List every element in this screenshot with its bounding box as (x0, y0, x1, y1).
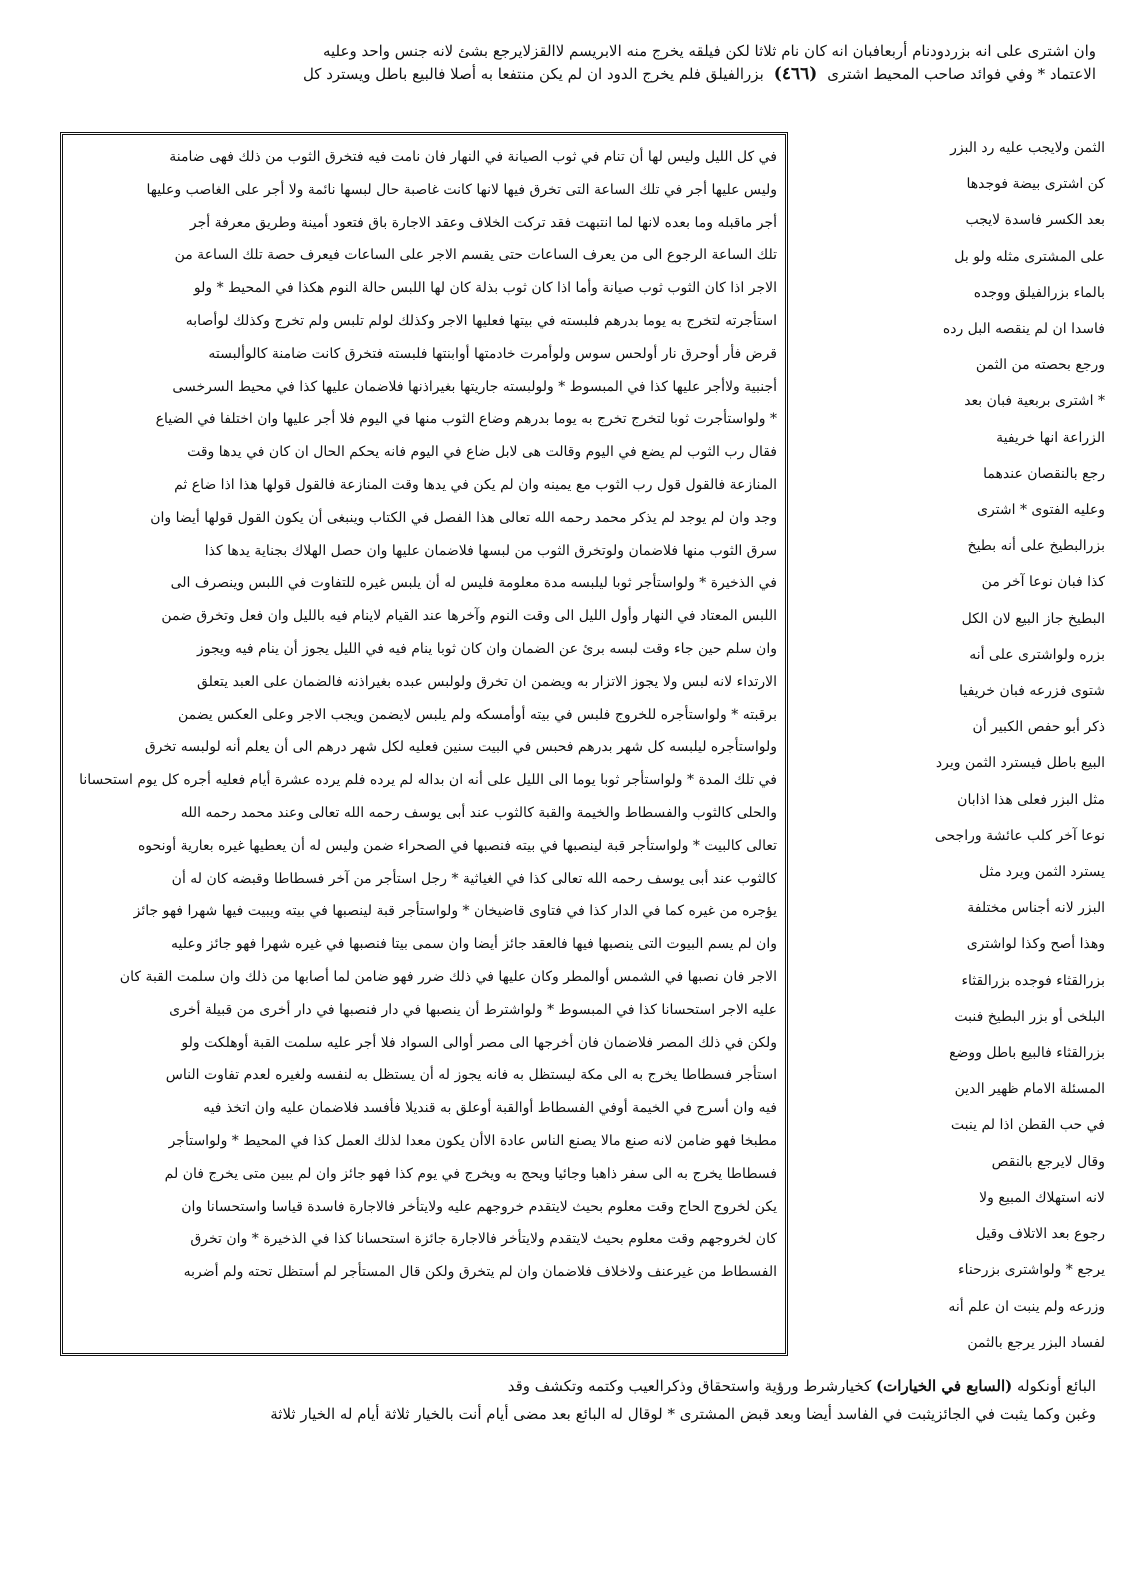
header-line-2-right: الاعتماد * وفي فوائد صاحب المحيط اشترى (827, 65, 1096, 83)
page-number: (٤٦٦) (773, 64, 818, 84)
main-text-line: في تلك المدة * ولواستأجر ثوبا يوما الى الليل على أنه ان بداله لم يرده فلم يرده عشرة أيام فعليه أجره كل يوم استحسانا (79, 772, 777, 789)
margin-line: المسئلة الامام ظهير الدين (954, 1081, 1105, 1098)
page-footer-text (36, 1372, 1096, 1428)
main-text-body (71, 141, 777, 1289)
margin-column (900, 130, 1105, 1365)
header-line-1: وان اشترى على انه بزردودنام أربعافبان انه كان نام ثلاثا لكن فيلقه يخرج منه الابريسم لاالقزلايرجع بشئ لانه جنس واحد وعليه (322, 42, 1096, 60)
main-text-line: الفسطاط من غيرعنف ولاخلاف فلاضمان وان لم يتخرق ولكن قال المستأجر لم أستظل تحته ولم أضربه (183, 1264, 777, 1281)
margin-line: بزرالقثاء فالبيع باطل ووضع (949, 1045, 1105, 1062)
main-text-line: وان سلم حين جاء وقت لبسه برئ عن الضمان وان كان ثوبا ينام فيه في الليل يجوز أن ينام فيه ويجوز (196, 640, 777, 657)
main-text-line: كان لخروجهم وقت معلوم بحيث لايتقدم ولايتأخر فالاجارة جائزة استحسانا كذا في الذخيرة * وان تخرق (190, 1231, 777, 1248)
margin-line: وعليه الفتوى * اشترى (976, 502, 1105, 519)
header-line-2 (36, 63, 1096, 86)
margin-line: ذكر أبو حفص الكبير أن (972, 719, 1105, 736)
margin-line: يسترد الثمن ويرد مثل (979, 864, 1105, 881)
main-text-line: تعالى كالبيت * ولواستأجر قبة لينصبها في بيته فنصبها في الصحراء ضمن وليس له أن يعطيها غيره بعارية أونحوه (137, 837, 777, 854)
margin-line: بعد الكسر فاسدة لايجب (965, 212, 1105, 229)
main-text-line: عليه الاجر استحسانا كذا في المبسوط * ولواشترط أن ينصبها في دار فنصبها في دار أخرى من قبيلة أخرى (169, 1001, 777, 1018)
main-text-line: يكن لخروج الحاج وقت معلوم بحيث لايتقدم خروجهم عليه ولايتأخر فالاجارة فاسدة قياسا واستحسانا وان (181, 1198, 777, 1215)
margin-line: لفساد البزر يرجع بالثمن (967, 1334, 1105, 1351)
margin-line: لانه استهلاك المبيع ولا (979, 1189, 1105, 1206)
main-text-line: وليس عليها أجر في تلك الساعة التى تخرق فيها لانها كانت غاصبة حال لبسها نائمة ولا أجر على الغاصب وعليها (146, 181, 777, 198)
margin-line: وهذا أصح وكذا لواشترى (966, 936, 1105, 953)
main-text-line: برقبته * ولواستأجره للخروج فلبس في بيته أوأمسكه ولم يلبس لايضمن ويجب الاجر وعلى العكس يضمن (177, 706, 777, 723)
main-text-line: ولواستأجره ليلبسه كل شهر بدرهم فحبس في البيت سنين فعليه لكل شهر درهم الى أن يعلم أنه لولبسه تخرق (144, 739, 777, 756)
main-text-frame (60, 132, 788, 1356)
main-text-line: استأجر فسطاطا يخرج به الى مكة ليستظل به فانه يجوز له أن يستظل به لنفسه ولغيره لعدم تفاوت الناس (165, 1067, 777, 1084)
margin-line: كن اشترى بيضة فوجدها (966, 176, 1105, 193)
main-text-line: ولكن في ذلك المصر فلاضمان فان أخرجها الى مصر أوالى السواد فلا أجر عليه سلمت القبة أوهلكت ولو (181, 1034, 777, 1051)
margin-line: في حب القطن اذا لم ينبت (950, 1117, 1105, 1134)
main-text-line: مطبخا فهو ضامن لانه صنع مالا يصنع الناس عادة الاأن يكون معدا لذلك العمل كذا في المحيط * ولواستأجر (168, 1132, 777, 1149)
main-text-line: أجر ماقبله وما بعده لانها لما انتبهت فقد تركت الخلاف وعقد الاجارة باق فتعود أمينة وطريق معرفة أجر (189, 214, 777, 231)
margin-line: بزرالقثاء فوجده بزرالقثاء (961, 972, 1105, 989)
margin-line: شتوى فزرعه فبان خريفيا (959, 683, 1105, 700)
margin-line: الثمن ولايجب عليه رد البزر (950, 140, 1105, 156)
margin-line: بزرالبطيخ على أنه بطيخ (967, 538, 1105, 555)
main-text-line: استأجرته لتخرج به يوما بدرهم فلبسته في بيتها فعليها الاجر وكذلك لولم تلبس ولم تخرج وكذلك لوأصابه (185, 312, 777, 329)
main-text-line: قرض فأر أوحرق نار أولحس سوس ولوأمرت خادمتها أوابنتها فلبسته فتخرق كانت ضامنة كالوألبسته (208, 345, 777, 362)
margin-line: البيع باطل فيسترد الثمن ويرد (935, 755, 1105, 772)
footer-line-1-right: البائع أونكوله (1017, 1377, 1096, 1395)
margin-line: وقال لايرجع بالنقص (991, 1153, 1105, 1170)
margin-line: رجع بالنقصان عندهما (983, 465, 1105, 482)
margin-line (900, 1361, 1105, 1365)
margin-line: البطيخ جاز البيع لان الكل (961, 610, 1105, 627)
main-text-line: والحلى كالثوب والفسطاط والخيمة والقبة كالثوب عند أبى يوسف رحمه الله تعالى وعند محمد رحمه الله (180, 804, 777, 821)
margin-line: ورجع بحصته من الثمن (975, 357, 1105, 374)
main-text-line: اللبس المعتاد في النهار وأول الليل الى وقت النوم وآخرها عند القيام لاينام فيه بالليل وان فعل وتخرق ضمن (161, 608, 777, 625)
margin-line: نوعا آخر كلب عائشة وراجحى (934, 827, 1105, 844)
section-title: (السابع في الخيارات) (876, 1377, 1013, 1395)
main-text-line: الاجر فان نصبها في الشمس أوالمطر وكان عليها في ذلك ضرر فهو ضامن لما أصابها من ذلك وان سلمت القبة كان (119, 968, 777, 985)
margin-line: رجوع بعد الاتلاف وقيل (975, 1226, 1105, 1243)
main-text-line: كالثوب عند أبى يوسف رحمه الله تعالى كذا في الغياثية * رجل استأجر من آخر فسطاطا وقبضه كان له أن (171, 870, 777, 887)
margin-line: الزراعة انها خريفية (996, 429, 1105, 446)
main-text-line: سرق الثوب منها فلاضمان ولوتخرق الثوب من لبسها فلاضمان عليها وان حصل الهلاك بجناية يدها كذا (204, 542, 777, 559)
main-text-line: الاجر اذا كان الثوب ثوب صيانة وأما اذا كان ثوب بذلة كان لها اللبس حالة النوم هكذا في المحيط * ولو (193, 280, 777, 297)
main-text-line: في الذخيرة * ولواستأجر ثوبا ليلبسه مدة معلومة فليس له أن يلبس غيره للتفاوت في اللبس وينصرف الى (170, 575, 777, 592)
footer-line-2: وغبن وكما يثبت في الجائزيثبت في الفاسد أيضا وبعد قبض المشترى * لوقال له البائع بعد مضى أيام أنت بالخيار ثلاثة أيام له الخيار ثلاثة (270, 1405, 1096, 1423)
main-text-line: * ولواستأجرت ثوبا لتخرج تخرج به يوما بدرهم وضاع الثوب منها في اليوم فلا أجر عليها وان اختلفا في الضياع (155, 411, 777, 428)
footer-line-1-rest: كخيارشرط ورؤية واستحقاق وذكرالعيب وكتمه وتكشف وقد (507, 1377, 872, 1395)
margin-line: يرجع * ولواشترى بزرحناء (958, 1262, 1105, 1279)
main-text-line: فقال رب الثوب لم يضع في اليوم وقالت هى لابل ضاع في اليوم فانه يحكم الحال ان كان في يدها وقت (187, 444, 777, 461)
main-text-line: تلك الساعة الرجوع الى من يعرف الساعات حتى يقسم الاجر على الساعات فيعرف حصة تلك الساعة من (174, 247, 777, 264)
footer-line-1 (36, 1372, 1096, 1400)
margin-line: فاسدا ان لم ينقصه البل رده (942, 321, 1105, 338)
margin-line: بالماء بزرالفيلق ووجده (973, 284, 1105, 301)
page-header-text (36, 40, 1096, 86)
main-text-line: فسطاطا يخرج به الى سفر ذاهبا وجائيا ويحج به ويخرج في يوم كذا فهو جائز وان لم يبين متى يخرج فان لم (164, 1165, 777, 1182)
margin-line: * اشترى بربعية فبان بعد (964, 393, 1105, 410)
main-text-line: يؤجره من غيره كما في الدار كذا في فتاوى قاضيخان * ولواستأجر قبة لينصبها في بيته ويبيت فيها شهرا فهو جائز (133, 903, 777, 920)
main-text-line: وجد وان لم يوجد لم يذكر محمد رحمه الله تعالى هذا الفصل في الكتاب وينبغى أن يكون القول قولها أيضا وان (150, 509, 777, 526)
main-text-line: الارتداء لانه لبس ولا يجوز الاتزار به ويضمن ان تخرق ولولبس عبده بغيراذنه فالضمان على العبد يتعلق (196, 673, 777, 690)
main-text-line: أجنبية ولاأجر عليها كذا في المبسوط * ولولبسته جاريتها بغيراذنها فلاضمان عليها كذا في محيط السرخسى (172, 378, 777, 395)
margin-line: على المشترى مثله ولو بل (954, 248, 1105, 265)
margin-line: بزره ولواشترى على أنه (969, 646, 1105, 663)
margin-line: مثل البزر فعلى هذا اذابان (957, 791, 1105, 808)
margin-line: البلخى أو بزر البطيخ فنبت (954, 1008, 1105, 1025)
main-text-line: في كل الليل وليس لها أن تنام في ثوب الصيانة في النهار فان نامت فيه فتخرق الثوب من ذلك فهى ضامنة (169, 149, 777, 165)
margin-line: كذا فبان نوعا آخر من (981, 574, 1105, 591)
main-text-line: فيه وان أسرج في الخيمة أوفي الفسطاط أوالقبة أوعلق به قنديلا فأفسد فلاضمان عليه وان اتخذ فيه (203, 1100, 777, 1117)
main-text-line: المنازعة فالقول قول رب الثوب مع يمينه وان لم يكن في يدها وقت المنازعة فالقول قولها هذا اذا ضاع ثم (174, 476, 777, 493)
main-text-line: وان لم يسم البيوت التى ينصبها فيها فالعقد جائز أيضا وان سمى بيتا فنصبها في غيره شهرا فهو جائز وعليه (170, 936, 777, 953)
header-line-2-left: بزرالفيلق فلم يخرج الدود ان لم يكن منتفعا به أصلا فالبيع باطل ويسترد كل (302, 65, 764, 83)
margin-line: وزرعه ولم ينبت ان علم أنه (948, 1298, 1105, 1315)
margin-line: البزر لانه أجناس مختلفة (967, 900, 1105, 917)
